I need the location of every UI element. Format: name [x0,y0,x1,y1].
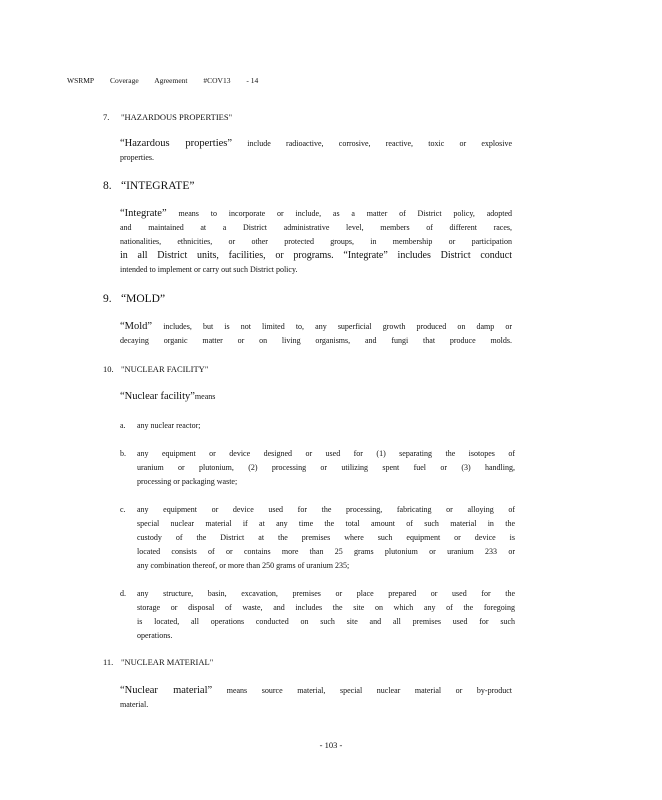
defined-term: “Mold” [120,321,153,332]
header-section: - 14 [246,76,259,85]
list-item-line: is located, all operations conducted on such site and all premises used for such [137,617,515,626]
paragraph-line: decaying organic matter or on living organisms, and fungi that produce molds. [120,336,512,345]
list-item-d [120,587,515,643]
section-10-heading [103,364,208,374]
section-11-paragraph [120,684,512,712]
list-item-line: special nuclear material if at any time the total amount of such material in the [137,519,515,528]
section-number: 9. [103,293,112,305]
list-item-line: custody of the District at the premises where such equipment or device is [137,533,515,542]
section-8-paragraph [120,207,512,277]
section-7-paragraph [120,137,512,165]
header-type: Agreement [154,76,188,85]
list-item-label: c. [120,505,126,514]
header-org: WSRMP [67,76,95,85]
list-item-b [120,447,515,489]
list-item-label: a. [120,421,126,430]
paragraph-line: material. [120,700,149,709]
section-10-paragraph [120,390,512,404]
paragraph-line: intended to implement or carry out such District policy. [120,265,298,274]
list-item-line: any nuclear reactor; [137,421,201,430]
page-header [67,76,272,85]
list-item-c [120,503,515,573]
section-title: "NUCLEAR MATERIAL" [121,657,214,667]
paragraph-line: include radioactive, corrosive, reactive, toxic or explosive [247,139,513,148]
paragraph-line: nationalities, ethnicities, or other protected groups, in membership or participation [120,237,512,246]
paragraph-line: means source material, special nuclear material or by-product [226,686,513,695]
section-8-heading [103,180,194,192]
list-item-label: b. [120,449,126,458]
list-item-line: storage or disposal of waste, and includes the site on which any of the foregoing [137,603,515,612]
section-title: "HAZARDOUS PROPERTIES" [121,112,233,122]
list-item-line: processing or packaging waste; [137,477,238,486]
list-item-line: located consists of or contains more than 25 grams plutonium or uranium 233 or [137,547,515,556]
paragraph-line: includes, but is not limited to, any superficial growth produced on damp or [163,322,512,331]
defined-term: “Nuclear facility” [120,391,195,402]
section-7-heading [103,112,232,122]
page-number: - 103 - [319,740,343,750]
list-item-line: any structure, basin, excavation, premises or place prepared or used for the [137,589,515,598]
section-number: 10. [103,364,114,374]
paragraph-line: means to incorporate or include, as a matter of District policy, adopted [178,209,513,218]
list-item-line: uranium or plutonium, (2) processing or utilizing spent fuel or (3) handling, [137,463,515,472]
section-title: "NUCLEAR FACILITY" [121,364,209,374]
section-9-paragraph [120,320,512,348]
list-item-label: d. [120,589,126,598]
section-number: 7. [103,112,110,122]
paragraph-line: and maintained at a District administrative level, members of different races, [120,223,512,232]
list-item-line: any equipment or device used for the processing, fabricating or alloying of [137,505,515,514]
section-number: 8. [103,180,112,192]
paragraph-line: properties. [120,153,154,162]
paragraph-line: means [194,392,216,401]
defined-term: “Hazardous properties” [120,138,233,149]
list-item-line: operations. [137,631,173,640]
paragraph-line: in all District units, facilities, or programs. “Integrate” includes District conduct [120,250,512,261]
list-item-a [120,419,515,433]
section-9-heading [103,293,165,305]
section-11-heading [103,657,213,667]
defined-term: “Integrate” [120,208,167,219]
header-version: #COV13 [203,76,231,85]
section-title: “INTEGRATE” [121,180,195,192]
list-item-line: any combination thereof, or more than 250 grams of uranium 235; [137,561,350,570]
list-item-line: any equipment or device designed or used for (1) separating the isotopes of [137,449,515,458]
section-title: “MOLD” [121,293,166,305]
header-doc: Coverage [109,76,139,85]
defined-term: “Nuclear material” [120,685,213,696]
section-number: 11. [103,657,114,667]
